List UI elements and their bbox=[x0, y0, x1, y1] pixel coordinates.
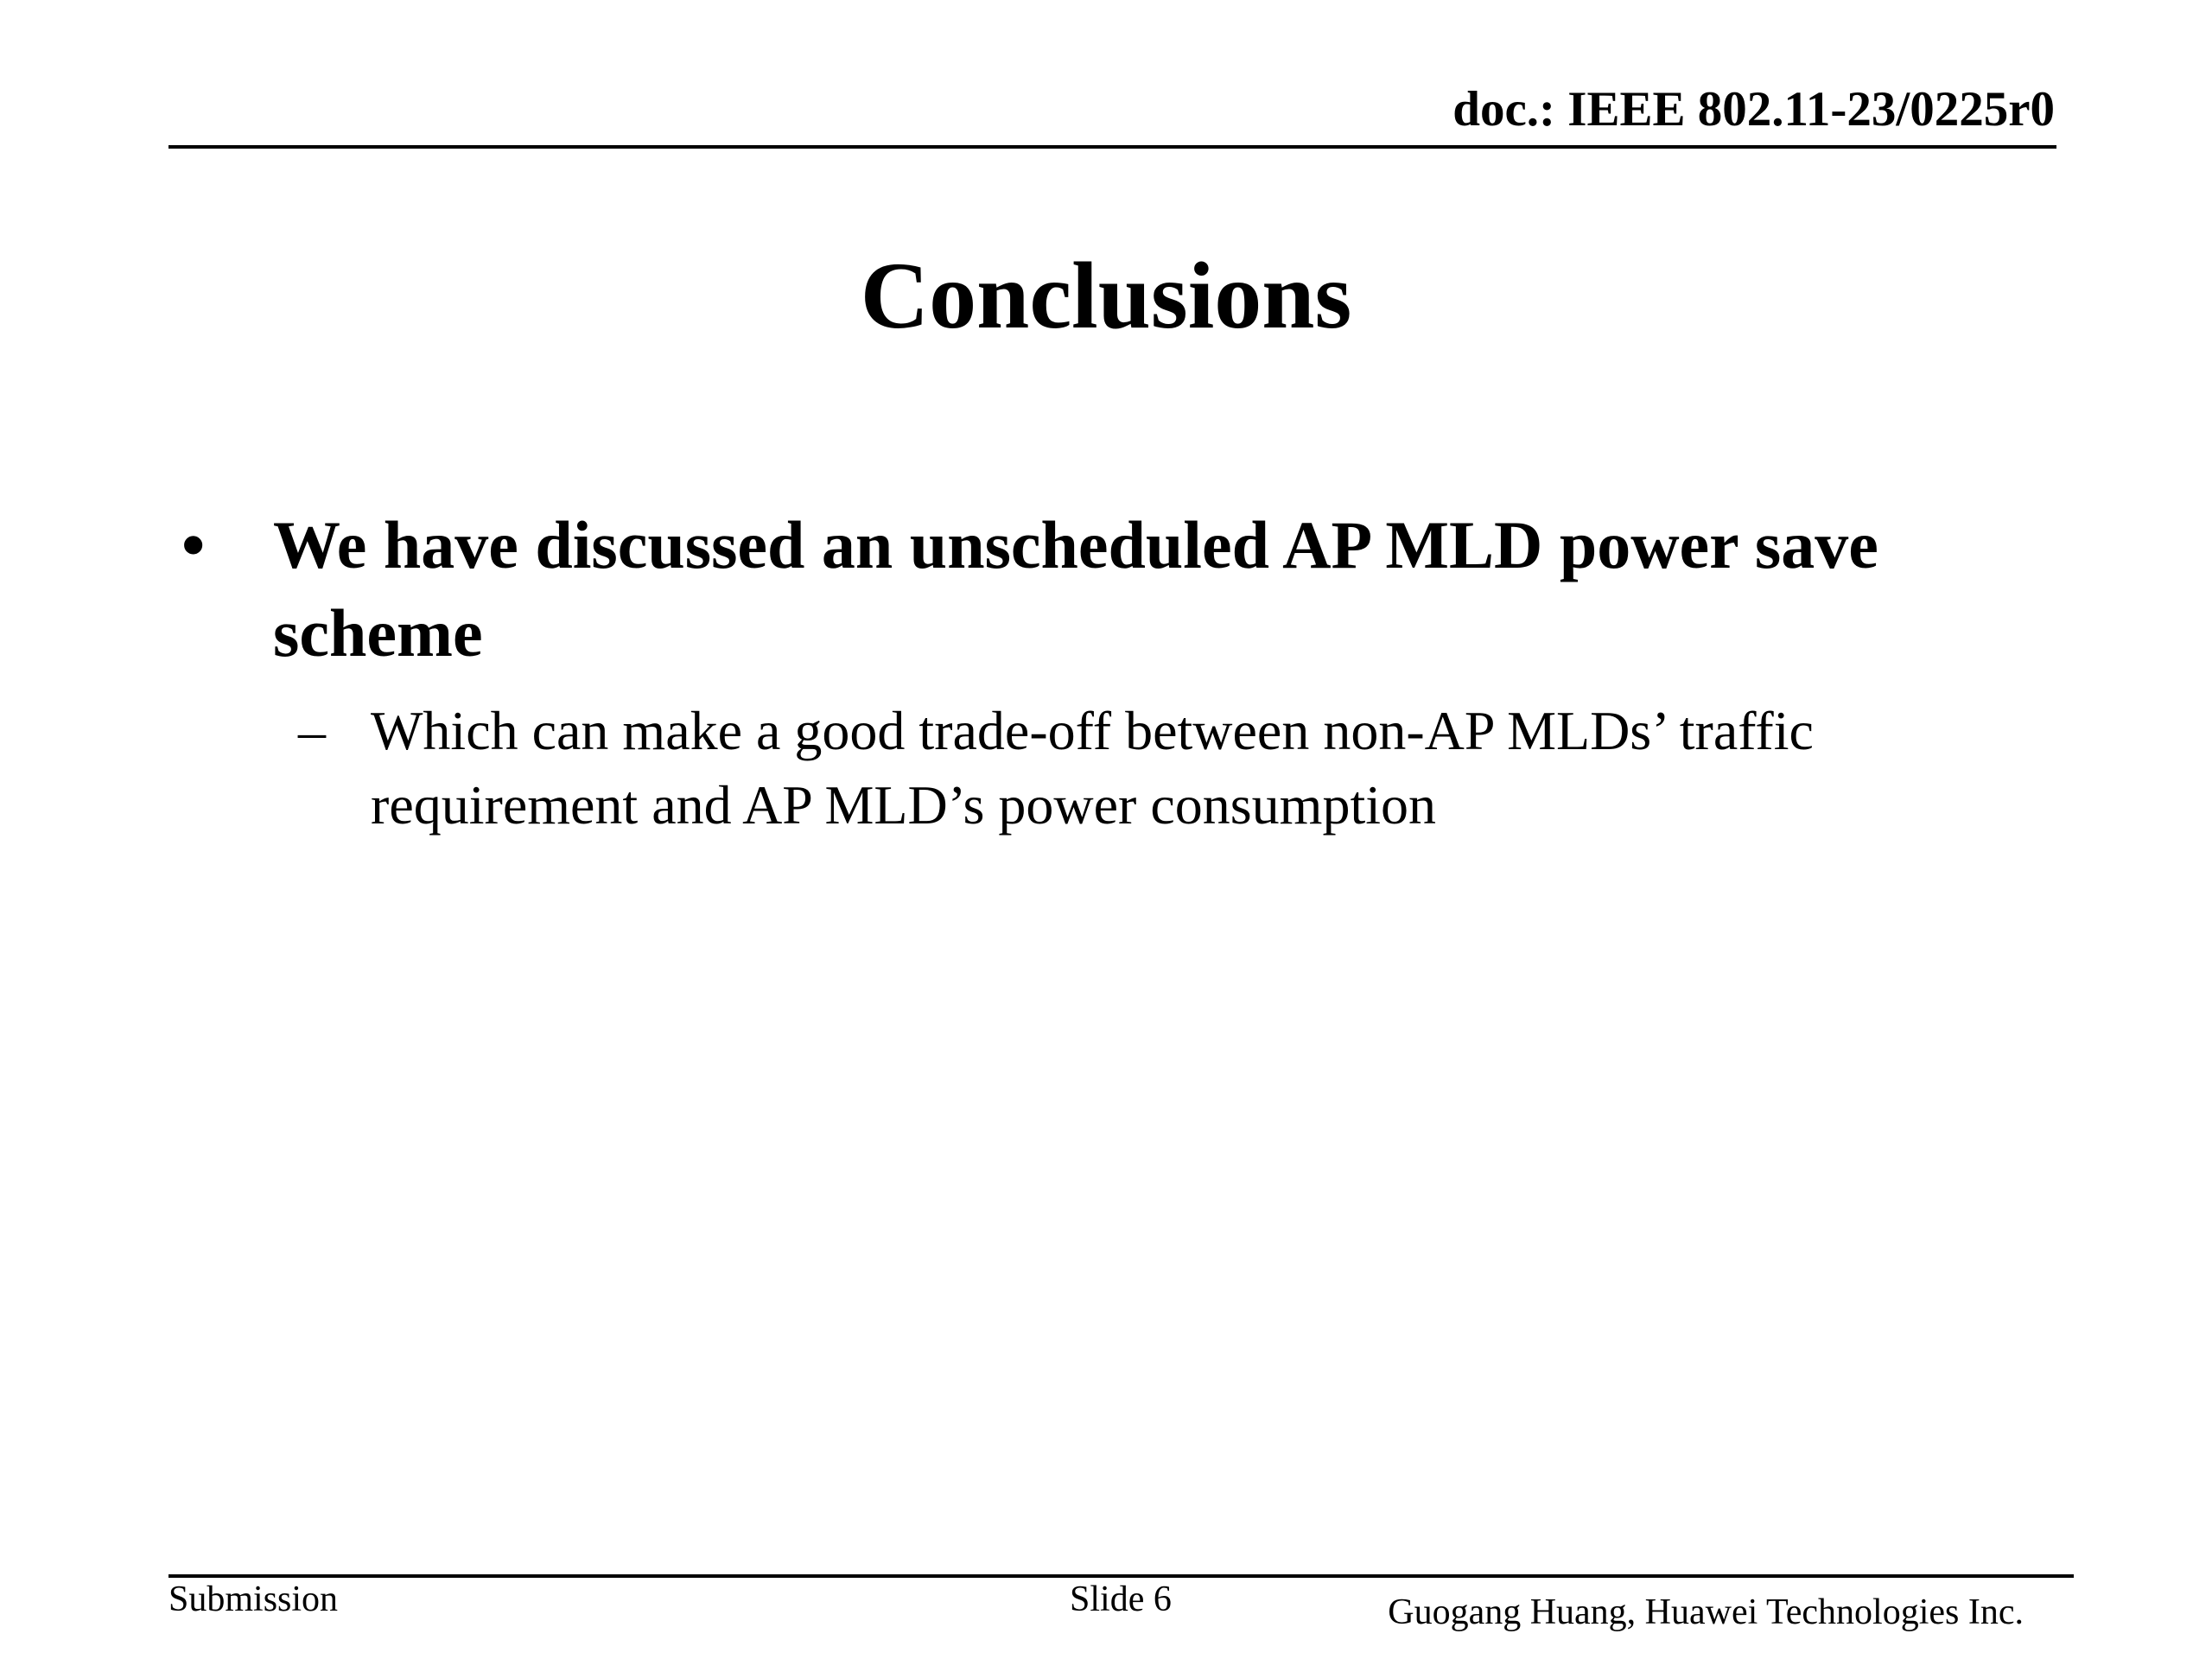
slide-title: Conclusions bbox=[860, 243, 1352, 348]
document-id: doc.: IEEE 802.11-23/0225r0 bbox=[1452, 82, 2055, 137]
footer-author: Guogang Huang, Huawei Technologies Inc. bbox=[1388, 1592, 2024, 1632]
bullet-item bbox=[181, 501, 2039, 677]
header-rule bbox=[168, 145, 2056, 149]
bullet-marker: • bbox=[181, 507, 206, 582]
footer-slide-number: Slide 6 bbox=[1070, 1580, 1172, 1619]
sub-bullet-marker: – bbox=[298, 700, 326, 761]
sub-bullet-text: Which can make a good trade-off between non-AP MLDs’ traffic requirement and AP MLD’s power consumption bbox=[371, 700, 1814, 836]
footer-submission: Submission bbox=[168, 1580, 339, 1619]
sub-bullet-item bbox=[298, 694, 2069, 842]
footer-rule bbox=[168, 1574, 2074, 1578]
bullet-text: We have discussed an unscheduled AP MLD power save scheme bbox=[273, 507, 1878, 671]
